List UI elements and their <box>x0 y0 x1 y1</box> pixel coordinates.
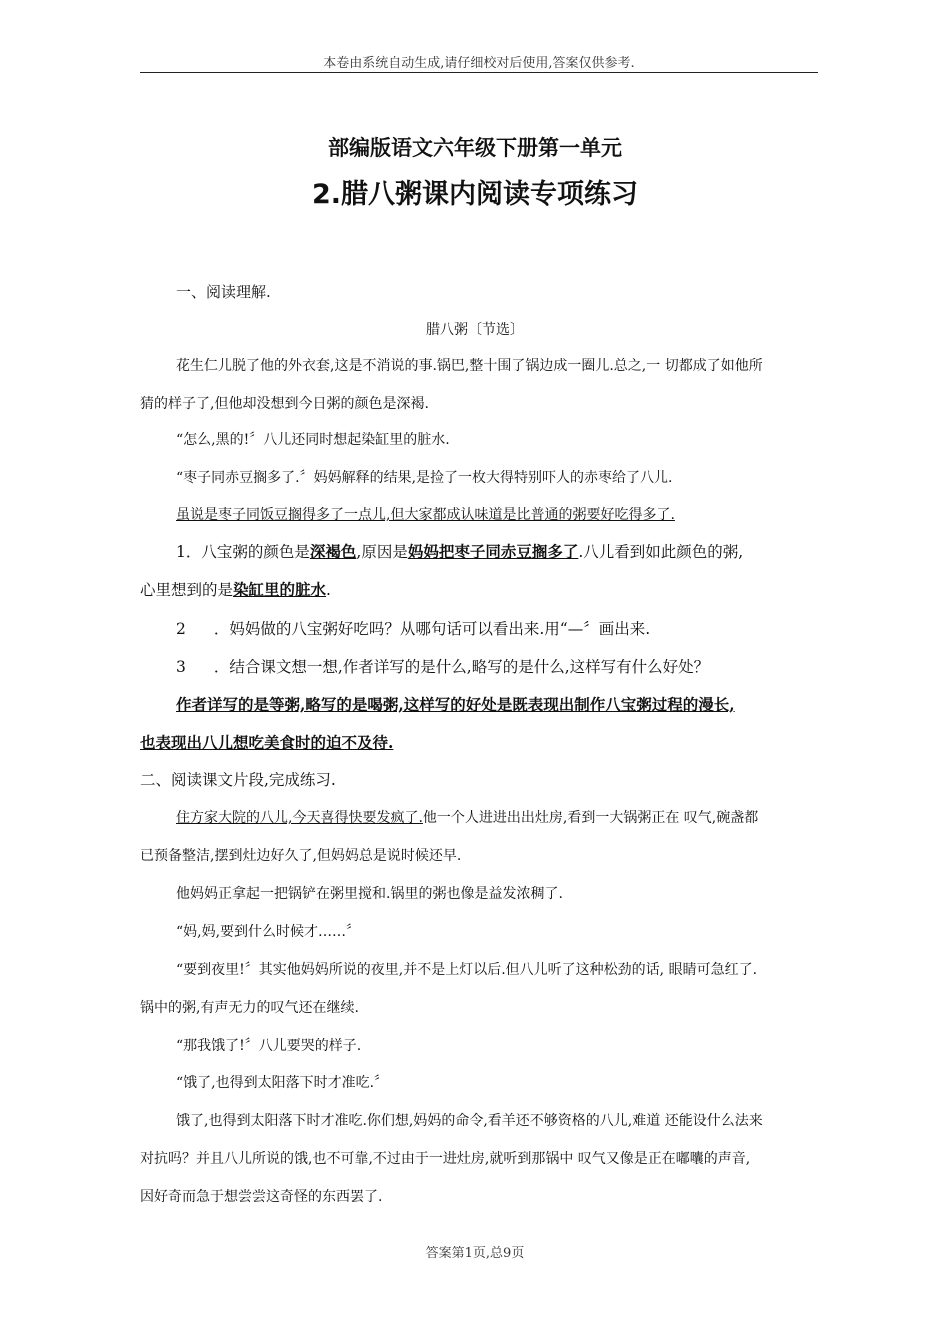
passage2-line: “饿了,也得到太阳落下时才准吃.〞 <box>176 1075 389 1091</box>
passage2-line: 因好奇而急于想尝尝这奇怪的东西罢了. <box>140 1189 383 1205</box>
q3-answer: 也表现出八儿想吃美食时的迫不及待. <box>140 733 394 752</box>
q1-text: 1．八宝粥的颜色是 <box>176 543 310 561</box>
q1-text: 心里想到的是 <box>140 581 234 599</box>
q3-number: 3 <box>176 658 186 676</box>
passage2-line: 已预备整洁,摆到灶边好久了,但妈妈总是说时候还早. <box>140 848 462 864</box>
passage1-line: “枣子同赤豆搁多了.〞妈妈解释的结果,是捡了一枚大得特别吓人的赤枣给了八儿. <box>176 470 673 486</box>
q1-answer: 染缸里的脏水 <box>233 580 327 599</box>
question-1 <box>176 542 743 562</box>
q1-text: .八儿看到如此颜色的粥, <box>578 543 744 561</box>
passage2-line: 他妈妈正拿起一把锅铲在粥里搅和.锅里的粥也像是益发浓稠了. <box>176 886 563 902</box>
passage2-underlined-sentence: 住方家大院的八儿,今天喜得快要发疯了. <box>176 810 423 826</box>
question-2 <box>176 619 650 639</box>
q1-answer: 深褐色 <box>309 542 357 561</box>
q3-text: ．结合课文想一想,作者详写的是什么,略写的是什么,这样写有什么好处？ <box>213 658 710 676</box>
passage2-text: 他一个人进进出出灶房,看到一大锅粥正在 叹气,碗盏都 <box>422 810 759 826</box>
passage1-line: “怎么,黑的!〞八儿还同时想起染缸里的脏水. <box>176 432 450 448</box>
passage1-underlined-sentence: 虽说是枣子同饭豆搁得多了一点儿,但大家都成认味道是比普通的粥要好吃得多了. <box>176 507 675 523</box>
q3-answer: 作者详写的是等粥,略写的是喝粥,这样写的好处是既表现出制作八宝粥过程的漫长, <box>176 695 735 714</box>
q2-number: 2 <box>176 620 186 638</box>
page-title: 2.腊八粥课内阅读专项练习 <box>311 179 639 210</box>
header-note: 本卷由系统自动生成,请仔细校对后使用,答案仅供参考. <box>323 56 635 71</box>
q2-text: ．妈妈做的八宝粥好吃吗？从哪句话可以看出来.用“—〞画出来. <box>213 620 651 638</box>
passage-title: 腊八粥〔节选〕 <box>426 322 524 338</box>
passage2-line <box>176 808 758 828</box>
section1-heading: 一、阅读理解. <box>176 283 271 301</box>
q1-text: ,原因是 <box>356 543 408 561</box>
passage2-line: “那我饿了!〞八儿要哭的样子. <box>176 1038 362 1054</box>
header-rule <box>140 72 818 73</box>
passage1-line: 猜的样子了,但他却没想到今日粥的颜色是深褐. <box>140 396 429 412</box>
passage2-line: 锅中的粥,有声无力的叹气还在继续. <box>140 1000 359 1016</box>
page-title-series: 部编版语文六年级下册第一单元 <box>328 136 622 160</box>
passage1-line: 花生仁儿脱了他的外衣套,这是不消说的事.锅巴,整十围了锅边成一圈儿.总之,一 切都成了如他所 <box>176 358 763 374</box>
question-1-cont <box>140 580 331 600</box>
page-footer: 答案第1页,总9页 <box>425 1246 525 1261</box>
passage2-line: 对抗吗？并且八儿所说的饿,也不可靠,不过由于一进灶房,就听到那锅中 叹气又像是正在嘟囔的声音, <box>140 1151 751 1167</box>
q1-text: . <box>326 581 331 599</box>
section2-heading: 二、阅读课文片段,完成练习. <box>140 771 336 789</box>
passage2-line: “妈,妈,要到什么时候才……〞 <box>176 924 361 940</box>
question-3 <box>176 657 709 677</box>
passage2-line: “要到夜里!〞其实他妈妈所说的夜里,并不是上灯以后.但八儿听了这种松劲的话, 眼睛可急红了. <box>176 962 758 978</box>
q1-answer: 妈妈把枣子同赤豆搁多了 <box>407 542 579 561</box>
passage2-line: 饿了,也得到太阳落下时才准吃.你们想,妈妈的命令,看羊还不够资格的八儿,难道 还能设什么法来 <box>176 1113 763 1129</box>
